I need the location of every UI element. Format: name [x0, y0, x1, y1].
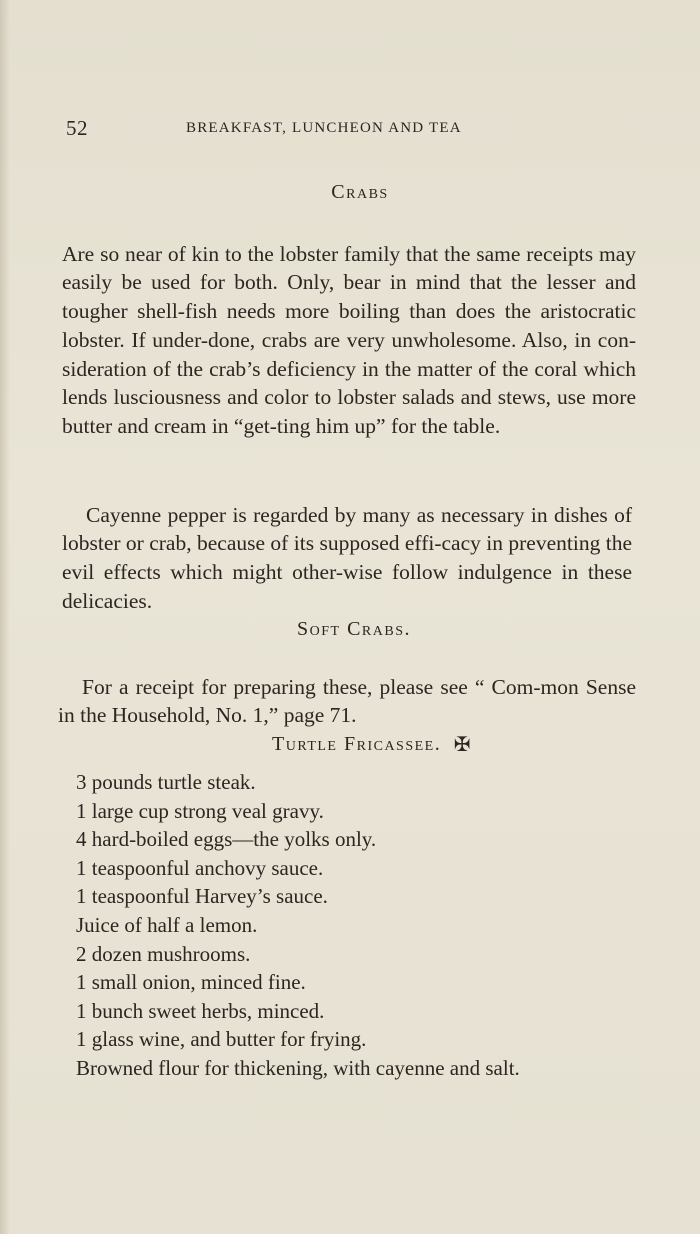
crabs-paragraph: Are so near of kin to the lobster family that the same receipts may easily be used for both. Only, bear in mind that the lesser and tougher shell-fish needs more boiling than does the aristocratic lobster. If under-done, crabs are very unwholesome. Also, in con-sideration of the crab’s deficiency in the matter of the coral which lends lusciousness and color to lobster salads and stews, use more butter and cream in “get-ting him up” for the table. — [62, 241, 636, 439]
ingredient-item: 1 glass wine, and butter for frying. — [76, 1027, 367, 1052]
cayenne-paragraph: Cayenne pepper is regarded by many as necessary in dishes of lobster or crab, because of its supposed effi-cacy in preventing the evil effects which might other-wise follow indulgence in these delicacies. — [62, 502, 632, 613]
soft-crabs-paragraph: For a receipt for preparing these, please see “ Com-mon Sense in the Household, No. 1,” page 71. — [58, 674, 636, 728]
running-head — [66, 116, 536, 144]
ingredient-item: 1 bunch sweet herbs, minced. — [76, 998, 325, 1023]
ingredient-item: 1 small onion, minced fine. — [76, 970, 306, 995]
ingredient-item: 2 dozen mushrooms. — [76, 941, 251, 966]
turtle-fricassee-heading — [22, 732, 700, 757]
page-number: 52 — [66, 116, 88, 140]
turtle-fricassee-title: Turtle Fricassee. — [272, 733, 442, 755]
ingredient-item: 4 hard-boiled eggs—the yolks only. — [76, 827, 377, 852]
ingredient-item: Browned flour for thickening, with cayenne and salt. — [76, 1055, 520, 1080]
ingredient-item: 3 pounds turtle steak. — [76, 770, 256, 794]
ingredient-item: Juice of half a lemon. — [76, 912, 258, 937]
cross-icon: ✠ — [453, 734, 472, 756]
crabs-heading: Crabs — [331, 181, 389, 203]
ingredient-list — [76, 768, 656, 1083]
soft-crabs-heading: Soft Crabs. — [297, 618, 411, 640]
page-edge-shadow — [0, 0, 10, 1234]
ingredient-item: 1 large cup strong veal gravy. — [76, 798, 324, 823]
running-title: BREAKFAST, LUNCHEON AND TEA — [186, 120, 462, 136]
ingredient-item: 1 teaspoonful Harvey’s sauce. — [76, 884, 328, 909]
ingredient-item: 1 teaspoonful anchovy sauce. — [76, 855, 324, 880]
